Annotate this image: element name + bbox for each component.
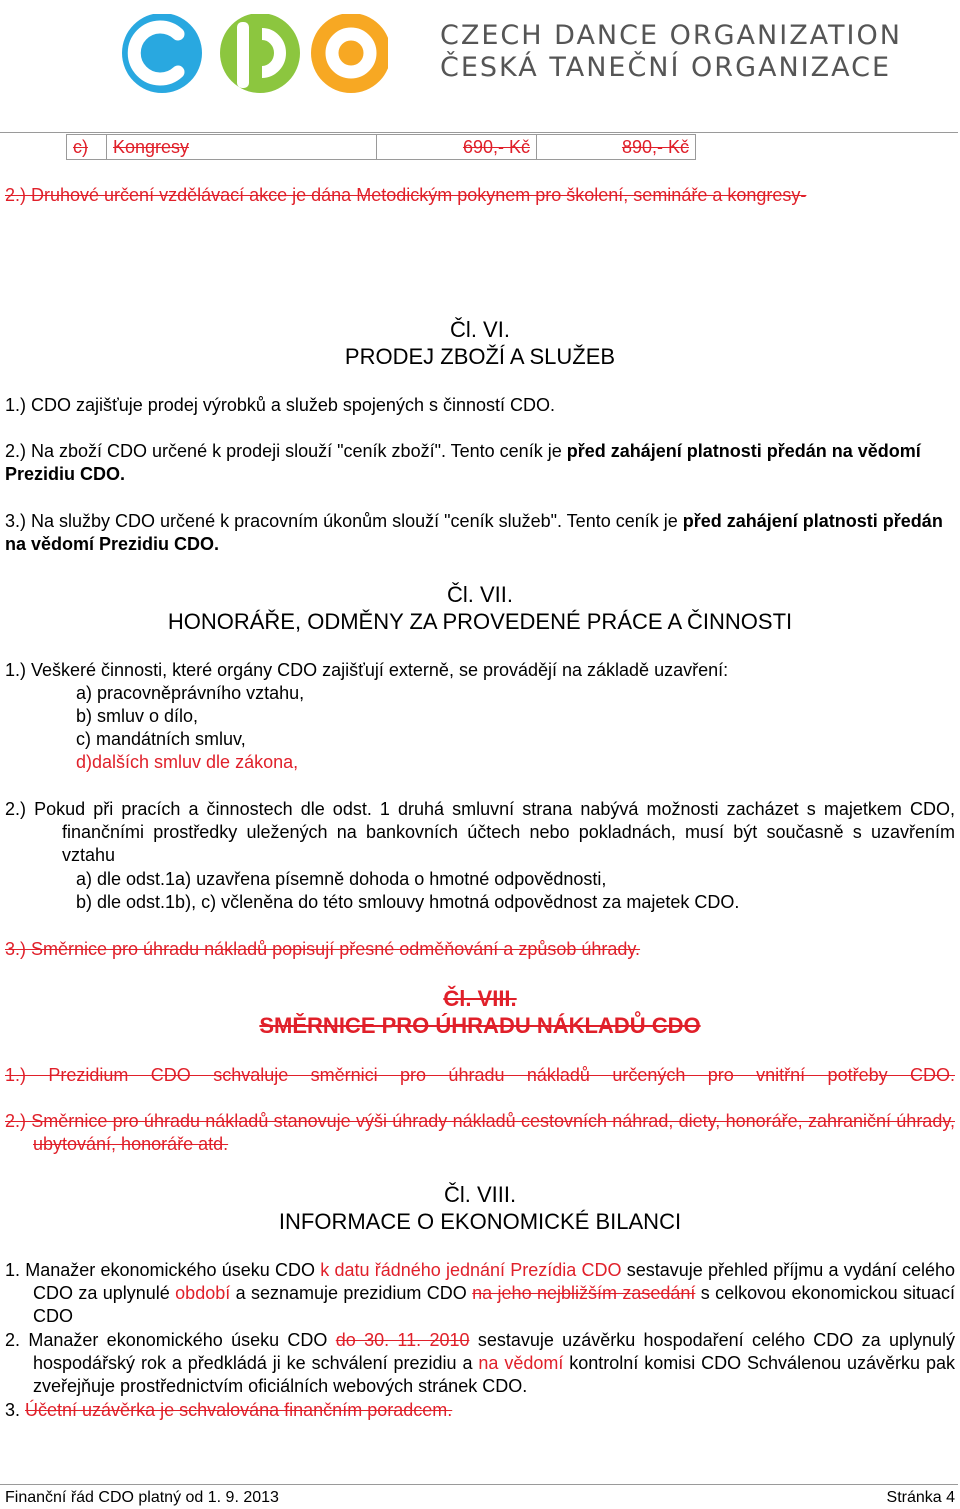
s8-p3-text: Účetní uzávěrka je schvalována finančním poradcem.: [25, 1400, 453, 1420]
s8-p1-a: 1. Manažer ekonomického úseku CDO: [5, 1260, 321, 1280]
s7-paragraph-2: 2.) Pokud při pracích a činnostech dle odst. 1 druhá smluvní strana nabývá možnosti zacházet s majetkem CDO, finančními prostředky uležených na bankovních účtech nebo pokladnách, musí být současně s uzavřením vztahu: [5, 799, 955, 865]
s8-p2-c: sestavuje uzávěrku hospodaření celého CDO za uplynulý hospodářský rok a předkládá ji ke schválení prezidiu a: [33, 1330, 955, 1373]
s8-p2-d: na vědomí: [478, 1353, 564, 1373]
section-7-title: Čl. VII.: [446, 582, 513, 607]
s8-p2-e: kontrolní komisi CDO Schválenou uzávěrku pak zveřejňuje prostřednictvím oficiálních webových stránek CDO.: [33, 1353, 955, 1396]
s7-paragraph-1: 1.) Veškeré činnosti, které orgány CDO zajišťují externě, se provádějí na základě uzavření:: [5, 660, 729, 680]
s8-paragraph-2: [5, 1329, 955, 1398]
druhove-paragraph: 2.) Druhové určení vzdělávací akce je dána Metodickým pokynem pro školení, semináře a kongresy-: [5, 185, 807, 205]
s8-p1-d: období: [175, 1283, 231, 1303]
s7-paragraph-3: 3.) Směrnice pro úhradu nákladů popisují přesné odměňování a způsob úhrady.: [5, 939, 641, 959]
s8-p1-f: na jeho nejbližším zasedání: [472, 1283, 696, 1303]
s8-old-paragraph-1: 1.) Prezidium CDO schvaluje směrnici pro úhradu nákladů určených pro vnitřní potřeby CDO.: [5, 1065, 955, 1085]
s6-paragraph-3: [5, 510, 955, 556]
s6-paragraph-2: [5, 440, 955, 486]
row-name: Kongresy: [107, 135, 377, 160]
s8-p2-b: do 30. 11. 2010: [335, 1330, 470, 1350]
s7-item-c: c) mandátních smluv,: [76, 729, 246, 749]
s6-p3-bold: před zahájení platnosti předán na vědomí Prezidiu CDO.: [5, 511, 943, 554]
s8-p3-num: 3.: [5, 1400, 26, 1420]
footer-divider: [0, 1484, 958, 1485]
s8-p1-g: s celkovou ekonomickou situací CDO: [33, 1283, 955, 1326]
s6-p2-bold: před zahájení platnosti předán na vědomí Prezidiu CDO.: [5, 441, 921, 484]
s8-old-paragraph-2: 2.) Směrnice pro úhradu nákladů stanovuje výši úhrady nákladů cestovních náhrad, diety, honoráře, zahraniční úhrady, ubytování, honoráře atd.: [5, 1111, 955, 1154]
s6-p3-text: 3.) Na služby CDO určené k pracovním úkonům slouží "ceník služeb". Tento ceník je: [5, 511, 683, 531]
s6-paragraph-1: 1.) CDO zajišťuje prodej výrobků a služeb spojených s činností CDO.: [5, 395, 555, 415]
footer-left: Finanční řád CDO platný od 1. 9. 2013: [5, 1489, 279, 1506]
cdo-logo-icon: [118, 14, 388, 94]
s8-p1-e: a seznamuje prezidium CDO: [230, 1283, 473, 1303]
s7-p2-item-b: b) dle odst.1b), c) včleněna do této smlouvy hmotná odpovědnost za majetek CDO.: [76, 892, 740, 912]
s8-p2-a: 2. Manažer ekonomického úseku CDO: [5, 1330, 336, 1350]
s6-p2-text: 2.) Na zboží CDO určené k prodeji slouží "ceník zboží". Tento ceník je: [5, 441, 567, 461]
s8-paragraph-3: [5, 1399, 955, 1422]
s7-item-a: a) pracovněprávního vztahu,: [76, 683, 305, 703]
table-row: [67, 135, 696, 160]
section-6-title: Čl. VI.: [450, 317, 510, 342]
org-name-en: CZECH DANCE ORGANIZATION: [440, 20, 902, 51]
row-price-1: 690,- Kč: [377, 135, 537, 160]
row-letter: c): [67, 135, 107, 160]
s7-p2-item-a: a) dle odst.1a) uzavřena písemně dohoda o hmotné odpovědnosti,: [76, 869, 607, 889]
section-8-old-title: Čl. VIII.: [443, 986, 517, 1011]
section-6-heading: PRODEJ ZBOŽÍ A SLUŽEB: [344, 344, 616, 369]
logo: [118, 14, 388, 94]
section-8-title: Čl. VIII.: [443, 1182, 517, 1207]
s8-p1-b: k datu řádného jednání Prezídia CDO: [320, 1260, 622, 1280]
section-7-heading: HONORÁŘE, ODMĚNY ZA PROVEDENÉ PRÁCE A ČINNOSTI: [167, 609, 793, 634]
footer-page-number: Stránka 4: [886, 1489, 955, 1506]
s8-paragraph-1: [5, 1259, 955, 1328]
s8-p1-c: sestavuje přehled příjmu a vydání celého CDO za uplynulé: [33, 1260, 955, 1303]
header-divider: [0, 132, 958, 133]
s7-item-b: b) smluv o dílo,: [76, 706, 199, 726]
section-8-heading: INFORMACE O EKONOMICKÉ BILANCI: [278, 1209, 682, 1234]
org-name-cz: ČESKÁ TANEČNÍ ORGANIZACE: [440, 52, 892, 83]
section-8-old-heading: SMĚRNICE PRO ÚHRADU NÁKLADŮ CDO: [259, 1013, 701, 1038]
price-table: [66, 134, 696, 160]
s7-item-d: d)dalších smluv dle zákona,: [76, 752, 299, 772]
row-price-2: 890,- Kč: [537, 135, 696, 160]
